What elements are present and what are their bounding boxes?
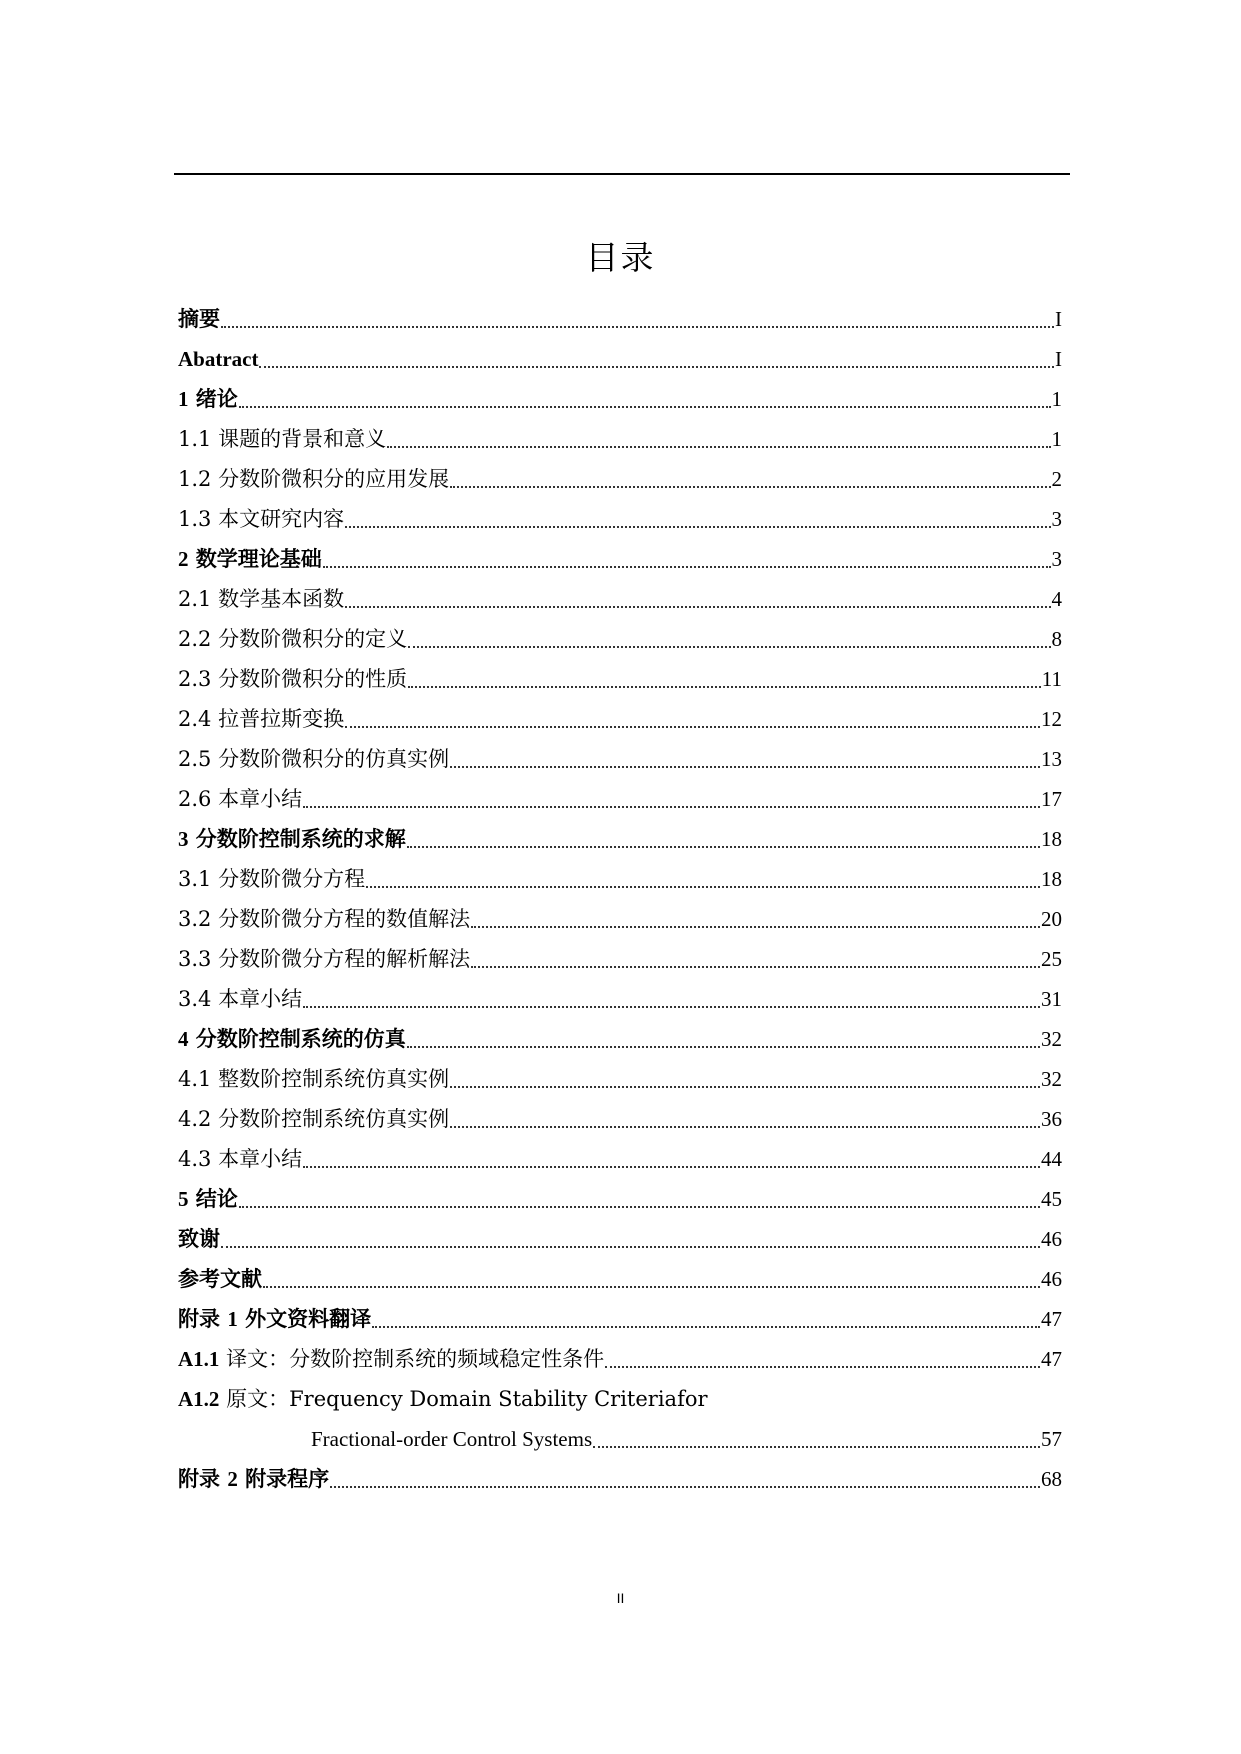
toc-entry-label [178, 1339, 604, 1379]
toc-entry-abstract-en[interactable] [178, 339, 1062, 379]
toc-entry-section-3-4[interactable] [178, 979, 1062, 1019]
toc-entry-prefix: 3 [178, 827, 189, 851]
toc-leader [471, 925, 1040, 928]
toc-entry-page: 36 [1041, 1107, 1062, 1131]
toc-entry-chapter-5[interactable] [178, 1179, 1062, 1219]
toc-entry-text: 分数阶控制系统的仿真 [188, 1027, 406, 1051]
toc-leader [450, 485, 1050, 488]
toc-entry-label: 4.3 本章小结 [178, 1147, 303, 1171]
toc-entry-page: 25 [1041, 947, 1062, 971]
toc-entry-text: 附录 [178, 1467, 228, 1491]
toc-entry-label [178, 1299, 371, 1339]
toc-entry-page: 17 [1041, 787, 1062, 811]
toc-leader [221, 1245, 1040, 1248]
toc-entry-text: 原文：Frequency Domain Stability Criteriafor [219, 1387, 708, 1411]
toc-entry-page: 45 [1041, 1187, 1062, 1211]
toc-entry-text: 附录程序 [237, 1467, 330, 1491]
toc-entry-label: 2.4 拉普拉斯变换 [178, 707, 345, 731]
toc-entry-appendix-a1-2[interactable] [178, 1379, 1062, 1419]
toc-leader [345, 725, 1040, 728]
toc-entry-section-1-1[interactable] [178, 419, 1062, 459]
toc-entry-section-3-3[interactable] [178, 939, 1062, 979]
toc-leader [303, 805, 1040, 808]
toc-leader [303, 1005, 1040, 1008]
toc-entry-page: 4 [1051, 587, 1062, 611]
toc-entry-page: I [1055, 347, 1062, 371]
toc-leader [387, 445, 1050, 448]
toc-entry-label [178, 379, 238, 419]
toc-entry-page: I [1055, 307, 1062, 331]
toc-entry-section-4-1[interactable] [178, 1059, 1062, 1099]
toc-leader [605, 1365, 1040, 1368]
toc-entry-page: 3 [1051, 547, 1062, 571]
toc-entry-label: 1.2 分数阶微积分的应用发展 [178, 467, 450, 491]
toc-entry-acknowledgements[interactable] [178, 1219, 1062, 1259]
toc-leader [407, 845, 1040, 848]
toc-entry-label: 4.2 分数阶控制系统仿真实例 [178, 1107, 450, 1131]
toc-entry-abstract-cn[interactable] [178, 299, 1062, 339]
toc-entry-page: 47 [1041, 1307, 1062, 1331]
toc-title: 目录 [585, 238, 656, 277]
toc-entry-page: 13 [1041, 747, 1062, 771]
toc-entry-chapter-1[interactable] [178, 379, 1062, 419]
toc-leader [408, 685, 1041, 688]
toc-leader [408, 645, 1050, 648]
toc-entry-page: 1 [1051, 387, 1062, 411]
toc-leader [303, 1165, 1040, 1168]
toc-leader [450, 1125, 1040, 1128]
page-number: II [616, 1590, 625, 1606]
toc-entry-page: 57 [1041, 1427, 1062, 1451]
toc-leader [263, 1285, 1040, 1288]
toc-entry-chapter-2[interactable] [178, 539, 1062, 579]
toc-entry-chapter-4[interactable] [178, 1019, 1062, 1059]
toc-entry-label: 3.1 分数阶微分方程 [178, 867, 366, 891]
toc-leader [372, 1325, 1040, 1328]
toc-entry-page: 46 [1041, 1267, 1062, 1291]
toc-entry-page: 12 [1041, 707, 1062, 731]
toc-entry-label: 3.4 本章小结 [178, 987, 303, 1011]
toc-entry-label: 1.1 课题的背景和意义 [178, 427, 387, 451]
toc-entry-label: 2.6 本章小结 [178, 787, 303, 811]
toc-leader [345, 605, 1050, 608]
toc-entry-appendix-a1-1[interactable] [178, 1339, 1062, 1379]
toc-leader [450, 1085, 1040, 1088]
toc-leader [366, 885, 1040, 888]
toc-entry-page: 31 [1041, 987, 1062, 1011]
toc-entry-label [178, 819, 406, 859]
toc-entry-page: 18 [1041, 827, 1062, 851]
toc-entry-page: 8 [1051, 627, 1062, 651]
toc-entry-text: 外文资料翻译 [237, 1307, 372, 1331]
toc-entry-page: 1 [1051, 427, 1062, 451]
toc-entry-page: 47 [1041, 1347, 1062, 1371]
toc-entry-prefix: 1 [227, 1307, 238, 1331]
toc-leader [330, 1485, 1040, 1488]
toc-entry-appendix-1[interactable] [178, 1299, 1062, 1339]
toc-leader [259, 365, 1054, 368]
toc-entry-label: Fractional-order Control Systems [311, 1427, 593, 1451]
toc-entry-label: 2.1 数学基本函数 [178, 587, 345, 611]
toc-entry-section-1-2[interactable] [178, 459, 1062, 499]
toc-entry-page: 32 [1041, 1067, 1062, 1091]
toc-entry-section-1-3[interactable] [178, 499, 1062, 539]
toc-entry-prefix: 4 [178, 1027, 189, 1051]
toc-entry-label: 2.5 分数阶微积分的仿真实例 [178, 747, 450, 771]
toc-entry-text: 数学理论基础 [188, 547, 322, 571]
toc-entry-label [178, 1379, 708, 1419]
toc-entry-text: 译文：分数阶控制系统的频域稳定性条件 [219, 1347, 605, 1371]
toc-entry-label: 1.3 本文研究内容 [178, 507, 345, 531]
toc-entry-text: 结论 [188, 1187, 238, 1211]
toc-entry-references[interactable] [178, 1259, 1062, 1299]
toc-entry-section-2-1[interactable] [178, 579, 1062, 619]
toc-entry-label [178, 539, 322, 579]
toc-entry-section-4-3[interactable] [178, 1139, 1062, 1179]
toc-entry-prefix: 1 [178, 387, 189, 411]
toc-entry-prefix: 5 [178, 1187, 189, 1211]
toc-entry-label [178, 1019, 406, 1059]
toc-entry-label: 3.2 分数阶微分方程的数值解法 [178, 907, 471, 931]
toc-entry-page: 2 [1051, 467, 1062, 491]
toc-entry-text: 附录 [178, 1307, 228, 1331]
toc-leader [323, 565, 1051, 568]
toc-entry-text: 分数阶控制系统的求解 [188, 827, 406, 851]
toc-leader [239, 405, 1051, 408]
toc-entry-label: 摘要 [178, 307, 220, 331]
toc-entry-chapter-3[interactable] [178, 819, 1062, 859]
toc-leader [345, 525, 1050, 528]
toc-entry-section-2-5[interactable] [178, 739, 1062, 779]
toc-entry-label: 致谢 [178, 1227, 220, 1251]
toc-entry-prefix: 2 [227, 1467, 238, 1491]
toc-entry-page: 20 [1041, 907, 1062, 931]
toc-entry-label: 2.3 分数阶微积分的性质 [178, 667, 408, 691]
toc-entry-page: 3 [1051, 507, 1062, 531]
toc-leader [221, 325, 1054, 328]
header-rule [174, 173, 1070, 175]
toc-entry-label: 4.1 整数阶控制系统仿真实例 [178, 1067, 450, 1091]
toc-entry-section-2-4[interactable] [178, 699, 1062, 739]
toc-entry-appendix-a1-2-continued[interactable] [178, 1419, 1062, 1459]
toc-entry-label [178, 1179, 238, 1219]
toc-entry-label [178, 339, 258, 379]
toc-entry-label: 3.3 分数阶微分方程的解析解法 [178, 947, 471, 971]
toc-entry-page: 18 [1041, 867, 1062, 891]
toc-entry-appendix-2[interactable] [178, 1459, 1062, 1499]
toc-entry-section-2-3[interactable] [178, 659, 1062, 699]
toc-entry-prefix: Abatract [178, 347, 259, 371]
toc-entry-section-2-2[interactable] [178, 619, 1062, 659]
toc-entry-prefix: A1.2 [178, 1387, 220, 1411]
toc-entry-prefix: 2 [178, 547, 189, 571]
toc-entry-page: 44 [1041, 1147, 1062, 1171]
toc-leader [471, 965, 1040, 968]
toc-entry-label [178, 1459, 329, 1499]
toc-entry-label: 2.2 分数阶微积分的定义 [178, 627, 408, 651]
table-of-contents [178, 299, 1062, 1499]
toc-entry-prefix: A1.1 [178, 1347, 220, 1371]
toc-entry-text: 绪论 [188, 387, 238, 411]
toc-leader [239, 1205, 1040, 1208]
toc-entry-section-3-2[interactable] [178, 899, 1062, 939]
toc-leader [407, 1045, 1040, 1048]
toc-entry-label: 参考文献 [178, 1267, 262, 1291]
toc-leader [450, 765, 1040, 768]
toc-leader [593, 1445, 1040, 1448]
toc-entry-section-4-2[interactable] [178, 1099, 1062, 1139]
toc-entry-section-3-1[interactable] [178, 859, 1062, 899]
toc-entry-page: 32 [1041, 1027, 1062, 1051]
toc-entry-page: 11 [1041, 667, 1062, 691]
toc-entry-page: 46 [1041, 1227, 1062, 1251]
toc-entry-section-2-6[interactable] [178, 779, 1062, 819]
toc-entry-page: 68 [1041, 1467, 1062, 1491]
